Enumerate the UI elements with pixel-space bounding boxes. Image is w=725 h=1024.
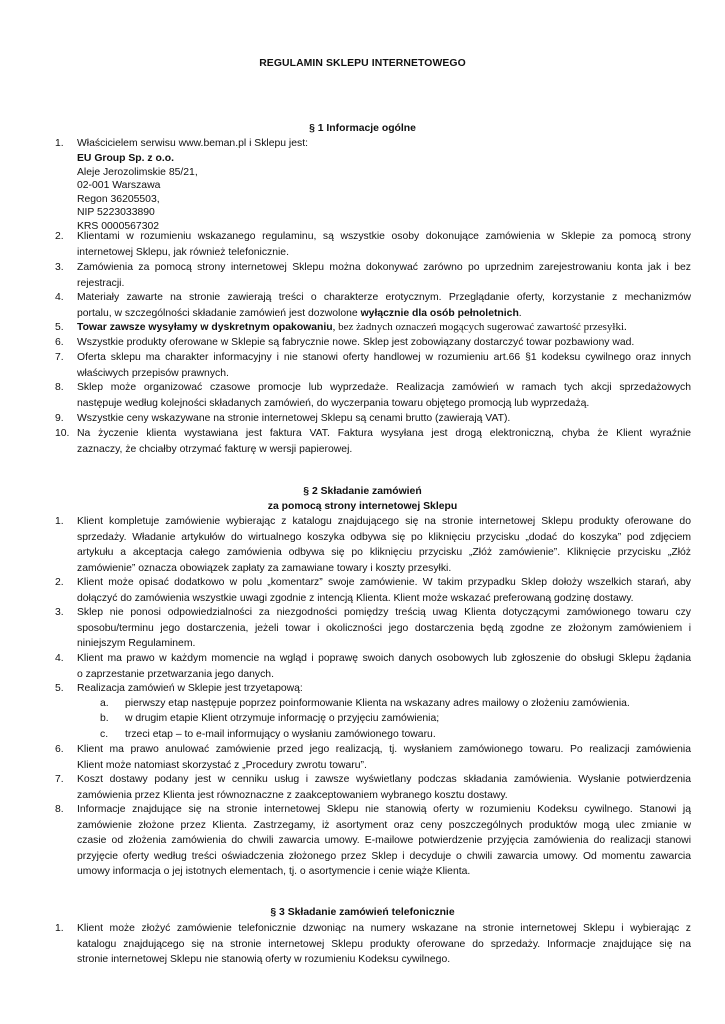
section-2-subheading: za pomocą strony internetowej Sklepu <box>267 501 458 512</box>
section-3-heading: § 3 Składanie zamówień telefonicznie <box>270 907 455 918</box>
item-text-line: zaznaczy, że chciałby otrzymać fakturę w wersji papierowej. <box>77 443 353 455</box>
item-number: 8. <box>55 382 64 393</box>
item-text-line: sprzedaży. Władanie artykułów do wirtualnego koszyka odbywa się po kliknięciu przycisku „dodać do koszyka” pod zdjęciem <box>77 531 691 543</box>
item-text-line: Wszystkie produkty oferowane w Sklepie są fabrycznie nowe. Sklep jest zobowiązany dostarczyć towar pozbawiony wad. <box>77 337 635 348</box>
item-number: 3. <box>55 607 64 618</box>
item-text-line: Informacje znajdujące się na stronie internetowej Sklepu nie stanowią oferty w rozumieniu Kodeksu cywilnego. Stanowi ją <box>77 804 691 815</box>
item-text-line: Zamówienia za pomocą strony internetowej Sklepu można dokonywać zarówno po uprzednim zarejestrowaniu konta jak i bez <box>77 262 691 273</box>
item-number: 3. <box>55 262 64 273</box>
company-address <box>77 152 198 233</box>
krs: KRS 0000567302 <box>77 220 160 232</box>
item-text-line: dołączyć do zamówienia wszystkie uwagi zgodnie z intencją Klienta. Klient może wskazać preferowaną godzinę dostawy. <box>77 592 634 604</box>
item-number: 1. <box>55 138 64 149</box>
item-text-line: Klient kompletuje zamówienie wybierając z katalogu znajdującego się na stronie internetowej Sklepu produkty oferowane do <box>77 516 691 527</box>
item-text-line: Sklep nie ponosi odpowiedzialności za niezgodności pomiędzy treścią uwag Klienta dotyczącymi zamówionego towaru czy <box>77 607 691 618</box>
item-text-line: rejestracji. <box>77 277 125 289</box>
sub-item-label: b. <box>100 713 109 724</box>
sub-item-text: pierwszy etap następuje poprzez poinformowanie Klienta na wskazany adres mailowy o złożeniu zamówienia. <box>125 698 630 709</box>
section-2-heading: § 2 Składanie zamówień <box>303 486 422 497</box>
document-title: REGULAMIN SKLEPU INTERNETOWEGO <box>259 58 466 69</box>
item-number: 6. <box>55 337 64 348</box>
item-text-line: sposobu/terminu jego dostarczenia, jeżeli towar i okoliczności jego dostarczenia będą zgodne ze złożonym zamówieniem i <box>77 622 691 634</box>
item-text-line: Materiały zawarte na stronie zawierają treści o charakterze erotycznym. Przeglądanie oferty, korzystanie z mechanizmów <box>77 292 691 303</box>
item-text-line: Na życzenie klienta wystawiana jest faktura VAT. Faktura wysyłana jest drogą elektroniczną, chyba że Klient wyraźnie <box>77 428 691 439</box>
item-number: 1. <box>55 516 64 527</box>
sub-item-text: w drugim etapie Klient otrzymuje informację o przyjęciu zamówienia; <box>125 713 440 724</box>
item-text-punct: . <box>518 307 522 319</box>
item-text-line: Oferta sklepu ma charakter informacyjny i nie stanowi oferty handlowej w rozumieniu art.66 §1 kodeksu cywilnego oraz innych <box>77 352 691 363</box>
item-number: 8. <box>55 804 64 815</box>
sub-item-label: c. <box>100 729 109 740</box>
item-text-line: niniejszym Regulaminem. <box>77 638 196 649</box>
company-name: EU Group Sp. z o.o. <box>77 153 174 164</box>
item-number: 4. <box>55 292 64 303</box>
item-text-line: zamówienia przez Klienta jest równoznaczne z zaakceptowaniem wybranego kosztu dostawy. <box>77 789 508 801</box>
item-text-line: Koszt dostawy podany jest w cenniku usług i zawsze wyświetlany podczas składania zamówienia. Wysłanie potwierdzenia <box>77 774 691 785</box>
regon: Regon 36205503, <box>77 193 160 205</box>
item-text-line: Wszystkie ceny wskazywane na stronie internetowej Sklepu są cenami brutto (zawierają VAT). <box>77 413 511 424</box>
item-text-line: przyjęcie oferty według treści oświadczenia złożonego przez Sklep i decyduje o chwili zawarcia umowy. Od momentu zawarcia <box>77 850 691 862</box>
item-text-line: katalogu znajdującego się na stronie internetowej Sklepu produkty oferowane do sprzedaży. Informacje znajdujące się na <box>77 938 691 950</box>
sub-item-label: a. <box>100 698 109 709</box>
item-text-line: artykułu a akceptacja całego zamówienia odbywa się po kliknięciu przycisku „Złóż zamówienie”. Kliknięcie przycisku „Złóż <box>77 547 691 558</box>
item-number: 7. <box>55 774 64 785</box>
item-text-line: stronie internetowej Sklepu nie stanowią oferty w rozumieniu Kodeksu cywilnego. <box>77 954 451 965</box>
item-text-line: Klient ma prawo w każdym momencie na wgląd i poprawę swoich danych osobowych lub zgłoszenie do obsługi Sklepu żądania <box>77 653 691 664</box>
item-number: 6. <box>55 744 64 755</box>
item-text-line: , bez żadnych oznaczeń mogących sugerować zawartość przesyłki. <box>332 321 627 333</box>
item-text-line: zamówienie” oznacza obowiązek zapłaty za zamawiane towary i koszty przesyłki. <box>77 562 452 574</box>
item-text-line: o zaprzestanie przetwarzania jego danych. <box>77 668 274 680</box>
item-text: Właścicielem serwisu www.beman.pl i Sklepu jest: <box>77 138 308 149</box>
item-text-line: internetowej Sklepu, jak również telefonicznie. <box>77 246 289 258</box>
item-number: 7. <box>55 352 64 363</box>
item-number: 9. <box>55 413 64 424</box>
item-number: 2. <box>55 231 64 242</box>
section-1-heading: § 1 Informacje ogólne <box>309 123 416 134</box>
item-number: 5. <box>55 683 64 694</box>
item-text-line: zamówienie złożone przez Klienta. Zastrzegamy, iż asortyment oraz ceny poszczególnych produktów mogą ulec zmianie w <box>77 819 691 831</box>
item-text-line: Klient może opisać dodatkowo w polu „komentarz” swoje zamówienie. W takim przypadku Sklep dołoży wszelkich starań, aby <box>77 577 691 588</box>
item-number: 10. <box>55 428 70 439</box>
item-number: 2. <box>55 577 64 588</box>
item-text-line: Sklep może organizować czasowe promocje lub wyprzedaże. Realizacja zamówień w ramach tych akcji sprzedażowych <box>77 382 691 393</box>
address-city: 02-001 Warszawa <box>77 180 161 191</box>
item-text-line: następuje według kolejności składanych zamówień, do wyczerpania towaru objętego promocją lub wyprzedażą. <box>77 397 590 409</box>
item-text-line: właściwych przepisów prawnych. <box>77 367 229 379</box>
item-text-line: Klient może złożyć zamówienie telefonicznie dzwoniąc na numery wskazane na stronie internetowej Sklepu i wybierając z <box>77 923 691 934</box>
discreet-shipping-notice: Towar zawsze wysyłamy w dyskretnym opakowaniu <box>77 322 333 333</box>
item-text-line: czasie od złożenia zamówienia do chwili zawarcia umowy. E-mailowe potwierdzenie przyjęcia zamówienia do realizacji stanowi <box>77 835 691 846</box>
item-text-line: umowy informacja o jej istotnych elementach, tj. o asortymencie i cenie wiąże Klienta. <box>77 866 471 877</box>
nip: NIP 5223033890 <box>77 207 155 218</box>
item-number: 1. <box>55 923 64 934</box>
item-text-line: Klient może natomiast skorzystać z „Procedury zwrotu towaru”. <box>77 759 367 771</box>
item-text-line: Klientami w rozumieniu wskazanego regulaminu, są wszystkie osoby dokonujące zamówienia w Sklepie za pomocą strony <box>77 231 691 242</box>
item-text-line: portalu, w szczególności składanie zamówień jest dozwolone <box>77 307 361 319</box>
address-street: Aleje Jerozolimskie 85/21, <box>77 166 198 178</box>
adults-only-notice: wyłącznie dla osób pełnoletnich <box>360 307 519 319</box>
item-number: 5. <box>55 322 64 333</box>
sub-item-text: trzeci etap – to e-mail informujący o wysłaniu zamówionego towaru. <box>125 729 436 740</box>
item-number: 4. <box>55 653 64 664</box>
item-text-line: Realizacja zamówień w Sklepie jest trzyetapową: <box>77 683 303 694</box>
item-text-line: Klient ma prawo anulować zamówienie przed jego realizacją, tj. wysłaniem zamówionego towaru. Po realizacji zamówienia <box>77 744 691 755</box>
